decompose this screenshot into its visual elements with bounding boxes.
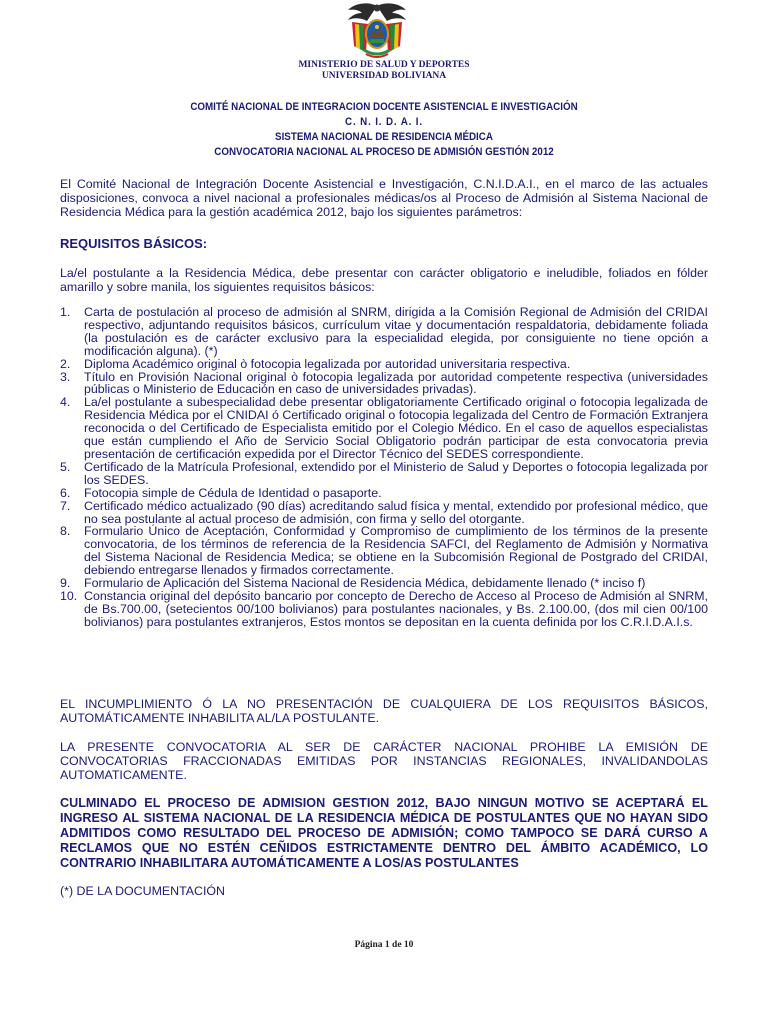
list-item: 7. Certificado médico actualizado (90 días) acreditando salud física y mental, extendido por profesional médico, que no sea postulante al actual proceso de admisión, con firma y sello del otorgante.: [60, 498, 708, 526]
list-item: 6. Fotocopia simple de Cédula de Identidad o pasaporte.: [60, 485, 382, 500]
warning-convocatoria-nacional: LA PRESENTE CONVOCATORIA AL SER DE CARÁCTER NACIONAL PROHIBE LA EMISIÓN DE CONVOCATORIAS FRACCIONADAS EMITIDAS POR INSTANCIAS REGIONALES, INVALIDANDOLAS AUTOMATICAMENTE.: [60, 740, 708, 782]
list-item: 5. Certificado de la Matrícula Profesional, extendido por el Ministerio de Salud y Deportes o fotocopia legalizada por los SEDES.: [60, 459, 708, 487]
ministry-name: MINISTERIO DE SALUD Y DEPORTES: [298, 60, 470, 70]
warning-incumplimiento: EL INCUMPLIMIENTO Ó LA NO PRESENTACIÓN DE CUALQUIERA DE LOS REQUISITOS BÁSICOS, AUTOMÁTICAMENTE INHABILITA AL/LA POSTULANTE.: [60, 697, 708, 725]
requirements-intro: La/el postulante a la Residencia Médica, debe presentar con carácter obligatorio e ineludible, foliados en fólder amarillo y sobre manila, los siguientes requisitos básicos:: [60, 266, 708, 294]
title-line-2: C. N. I. D. A. I.: [345, 116, 423, 128]
requirements-list: [60, 306, 708, 629]
list-item: 1. Carta de postulación al proceso de admisión al SNRM, dirigida a la Comisión Regional de Admisión del CRIDAI respectivo, adjuntando requisitos básicos, currículum vitae y documentación respaldatoria, debidamente foliada (la postulación es de carácter exclusivo para la especialidad elegida, por consiguiente no tiene opción a modificación alguna). (*): [60, 305, 708, 358]
list-item: 10. Constancia original del depósito bancario por concepto de Derecho de Acceso al Proceso de Admisión al SNRM, de Bs.700.00, (setecientos 00/100 bolivianos) para postulantes nacionales, y Bs. 2.100.00, (dos mil cien 00/100 bolivianos) para postulantes extranjeros, Estos montos se depositan en la cuenta definida por los C.R.I.D.A.I.s.: [60, 588, 708, 629]
warning-culminado-proceso: CULMINADO EL PROCESO DE ADMISION GESTION 2012, BAJO NINGUN MOTIVO SE ACEPTARÁ EL INGRESO AL SISTEMA NACIONAL DE LA RESIDENCIA MÉDICA DE POSTULANTES QUE NO HAYAN SIDO ADMITIDOS COMO RESULTADO DEL PROCESO DE ADMISIÓN; COMO TAMPOCO SE DARÁ CURSO A RECLAMOS QUE NO ESTÉN CEÑIDOS ESTRICTAMENTE DENTRO DEL ÁMBITO ACADÉMICO, LO CONTRARIO INHABILITARA AUTOMÁTICAMENTE A LOS/AS POSTULANTES: [60, 796, 708, 870]
list-item: 4. La/el postulante a subespecialidad debe presentar obligatoriamente Certificado original o fotocopia legalizada de Residencia Médica por el CNIDAI ó Certificado original o fotocopia legalizada del Centro de Formación Extranjera reconocida o del Certificado de Especialista emitido por el Colegio Médico. En el caso de aquellos especialistas que están cumpliendo el Año de Servicio Social Obligatorio podrán participar de esta convocatoria previa presentación de certificación expedida por el Director Técnico del SEDES correspondiente.: [60, 395, 708, 461]
title-line-3: SISTEMA NACIONAL DE RESIDENCIA MÉDICA: [275, 131, 493, 143]
university-name: UNIVERSIDAD BOLIVIANA: [321, 71, 447, 81]
list-item: 9. Formulario de Aplicación del Sistema Nacional de Residencia Médica, debidamente llenado (* inciso f): [60, 576, 646, 591]
list-item: 2. Diploma Académico original ò fotocopia legalizada por autoridad universitaria respectiva.: [60, 356, 571, 371]
list-item: 8. Formulario Único de Aceptación, Conformidad y Compromiso de cumplimiento de los términos de la presente convocatoria, de los términos de referencia de la Residencia SAFCI, del Reglamento de Admisión y Normativa del Sistema Nacional de Residencia Medica; se obtiene en la Subcomisión Regional de Postgrado del CRIDAI, debiendo entregarse llenados y firmados correctamente.: [60, 524, 708, 578]
documentation-heading: (*) DE LA DOCUMENTACIÓN: [60, 884, 225, 898]
intro-paragraph: El Comité Nacional de Integración Docente Asistencial e Investigación, C.N.I.D.A.I., en el marco de las actuales disposiciones, convoca a nivel nacional a profesionales médicas/os al Proceso de Admisión al Sistema Nacional de Residencia Médica para la gestión académica 2012, bajo los siguientes parámetros:: [60, 177, 708, 219]
requirements-heading: REQUISITOS BÁSICOS:: [60, 236, 208, 251]
page-number: Página 1 de 10: [354, 940, 414, 950]
title-line-1: COMITÉ NACIONAL DE INTEGRACION DOCENTE ASISTENCIAL E INVESTIGACIÓN: [190, 101, 578, 113]
title-line-4: CONVOCATORIA NACIONAL AL PROCESO DE ADMISIÓN GESTIÓN 2012: [214, 146, 554, 158]
coat-of-arms-icon: [342, 0, 412, 58]
list-item: 3. Título en Provisión Nacional original ò fotocopia legalizada por autoridad competente respectiva (universidades públicas o Ministerio de Educación en caso de universidades privadas).: [60, 369, 708, 397]
